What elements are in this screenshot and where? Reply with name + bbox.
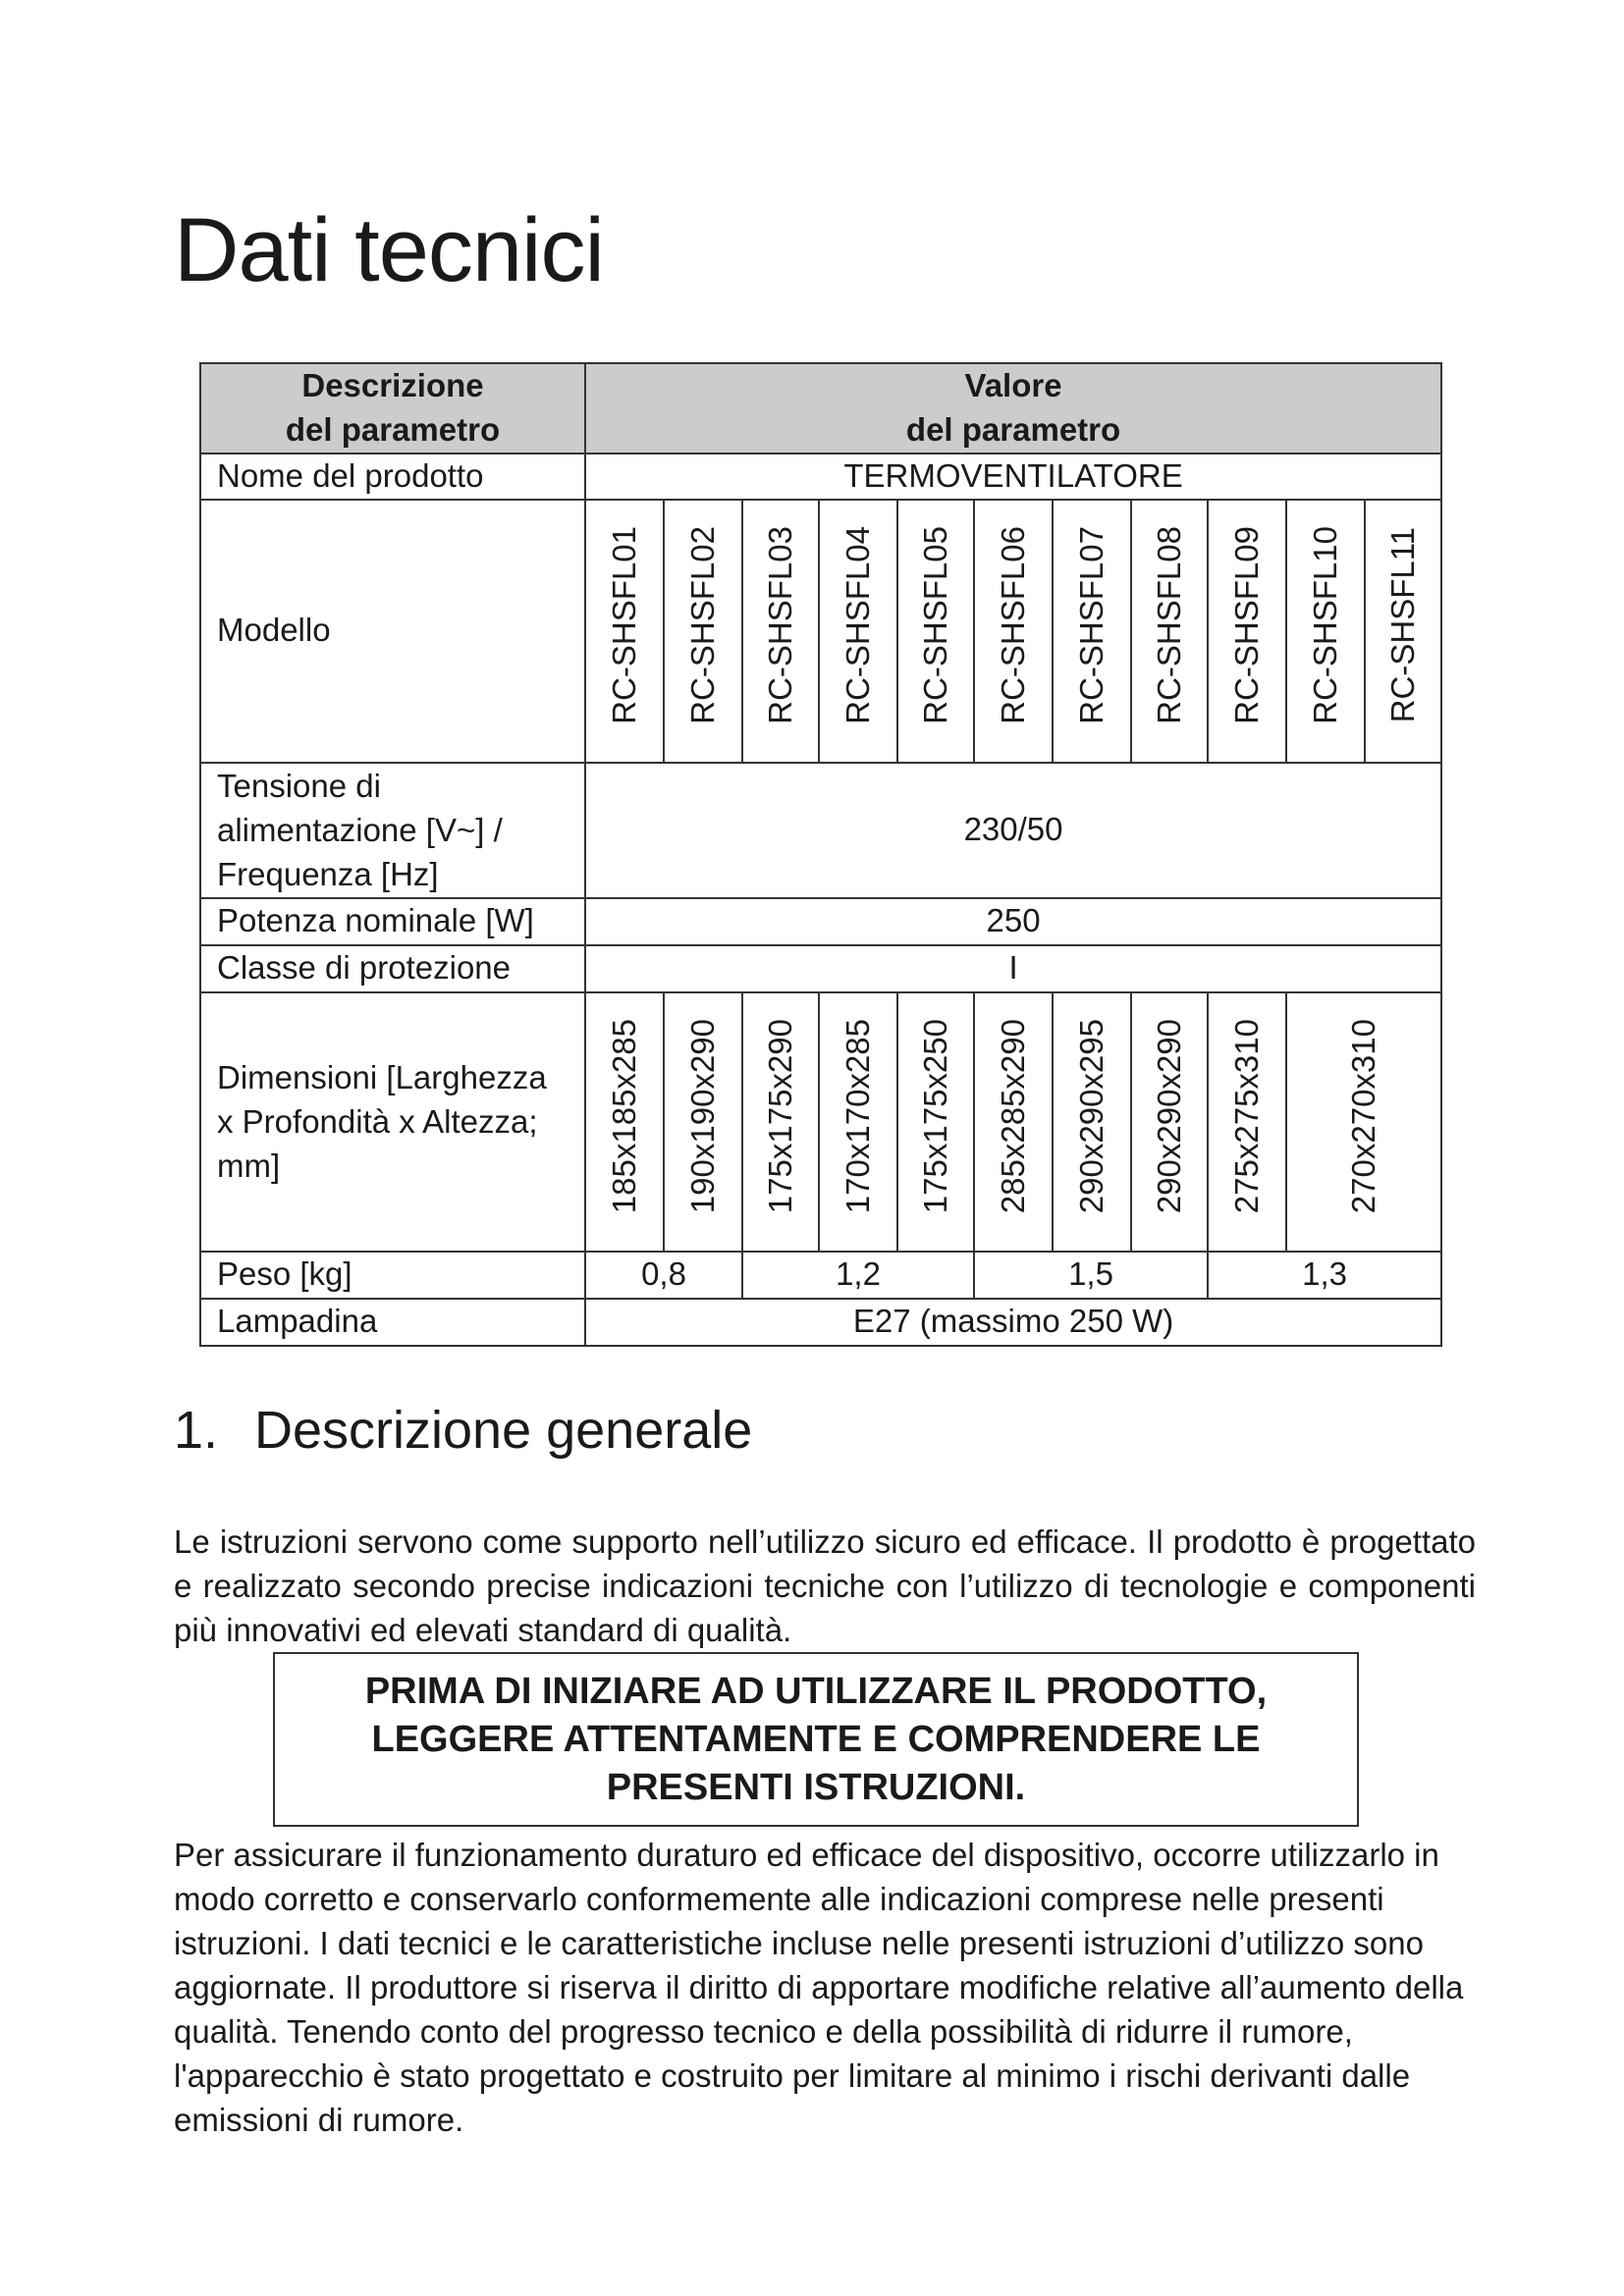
voltage-label: Tensione di alimentazione [V~] / Frequenza [Hz]	[200, 763, 585, 898]
model-cell	[1208, 500, 1286, 763]
model-value: RC-SHSFL04	[839, 525, 876, 724]
bulb-label: Lampadina	[200, 1299, 585, 1346]
model-cell	[819, 500, 897, 763]
dimensions-cell	[819, 992, 897, 1252]
model-cell	[742, 500, 819, 763]
header-value: Valore del parametro	[585, 363, 1441, 454]
dimensions-value: 185x185x285	[605, 1018, 642, 1213]
technical-data-table	[199, 362, 1442, 1347]
protection-label: Classe di protezione	[200, 945, 585, 992]
model-value: RC-SHSFL11	[1383, 527, 1421, 723]
dimensions-value: 275x275x310	[1227, 1018, 1265, 1213]
dimensions-cell	[1208, 992, 1286, 1252]
product-name-label: Nome del prodotto	[200, 454, 585, 500]
intro-paragraph: Le istruzioni servono come supporto nell’utilizzo sicuro ed efficace. Il prodotto è progettato e realizzato secondo precise indicazioni tecniche con l’utilizzo di tecnologie e componenti più innovativi ed elevati standard di qualità.	[174, 1523, 1476, 1648]
page-title: Dati tecnici	[174, 200, 604, 300]
model-value: RC-SHSFL08	[1150, 525, 1187, 724]
model-cell	[1365, 500, 1441, 763]
model-value: RC-SHSFL09	[1227, 525, 1265, 724]
model-cell	[1131, 500, 1208, 763]
model-label: Modello	[200, 500, 585, 763]
dimensions-value: 290x290x290	[1150, 1018, 1187, 1213]
body-paragraph: Per assicurare il funzionamento duraturo ed efficace del dispositivo, occorre utilizzarlo in modo corretto e conservarlo conformemente alle indicazioni comprese nelle presenti istruzioni. I dati tecnici e le caratteristiche incluse nelle presenti istruzioni d’utilizzo sono aggiornate. Il produttore si riserva il diritto di apportare modifiche relative all’aumento della qualità. Tenendo conto del progresso tecnico e della possibilità di ridurre il rumore, l'apparecchio è stato progettato e costruito per limitare al minimo i rischi derivanti dalle emissioni di rumore.	[174, 1837, 1464, 2138]
protection-value: I	[585, 945, 1441, 992]
model-value: RC-SHSFL01	[605, 525, 642, 724]
dimensions-value: 285x285x290	[994, 1018, 1031, 1213]
dimensions-cell	[1053, 992, 1131, 1252]
header-description: Descrizione del parametro	[200, 363, 585, 454]
model-value: RC-SHSFL06	[994, 525, 1031, 724]
bulb-value: E27 (massimo 250 W)	[585, 1299, 1441, 1346]
section-number: 1.	[174, 1401, 219, 1460]
section-title: Descrizione generale	[254, 1401, 753, 1460]
weight-value: 1,2	[742, 1252, 974, 1299]
dimensions-label: Dimensioni [Larghezza x Profondità x Altezza; mm]	[200, 992, 585, 1252]
dimensions-value: 190x190x290	[683, 1018, 721, 1213]
dimensions-value: 175x175x250	[916, 1018, 953, 1213]
dimensions-value: 270x270x310	[1344, 1018, 1381, 1213]
dimensions-cell	[664, 992, 742, 1252]
model-value: RC-SHSFL05	[916, 525, 953, 724]
weight-label: Peso [kg]	[200, 1252, 585, 1299]
dimensions-cell	[1286, 992, 1441, 1252]
warning-box	[273, 1652, 1359, 1827]
model-cell	[974, 500, 1053, 763]
model-value: RC-SHSFL07	[1072, 525, 1110, 724]
warning-text: PRIMA DI INIZIARE AD UTILIZZARE IL PRODOTTO, LEGGERE ATTENTAMENTE E COMPRENDERE LE PRESENTI ISTRUZIONI.	[364, 1670, 1268, 1808]
dimensions-cell	[974, 992, 1053, 1252]
dimensions-value: 290x290x295	[1072, 1018, 1110, 1213]
weight-value: 1,3	[1208, 1252, 1441, 1299]
model-cell	[664, 500, 742, 763]
dimensions-cell	[742, 992, 819, 1252]
dimensions-value: 175x175x290	[761, 1018, 798, 1213]
dimensions-cell	[585, 992, 664, 1252]
model-cell	[897, 500, 974, 763]
voltage-value: 230/50	[585, 763, 1441, 898]
model-value: RC-SHSFL03	[761, 525, 798, 724]
section-heading	[174, 1399, 752, 1463]
dimensions-cell	[897, 992, 974, 1252]
model-value: RC-SHSFL10	[1306, 525, 1343, 724]
dimensions-cell	[1131, 992, 1208, 1252]
dimensions-value: 170x170x285	[839, 1018, 876, 1213]
model-cell	[585, 500, 664, 763]
weight-value: 0,8	[585, 1252, 742, 1299]
product-name-value: TERMOVENTILATORE	[585, 454, 1441, 500]
model-value: RC-SHSFL02	[683, 525, 721, 724]
power-value: 250	[585, 898, 1441, 945]
power-label: Potenza nominale [W]	[200, 898, 585, 945]
model-cell	[1053, 500, 1131, 763]
weight-value: 1,5	[974, 1252, 1208, 1299]
model-cell	[1286, 500, 1365, 763]
